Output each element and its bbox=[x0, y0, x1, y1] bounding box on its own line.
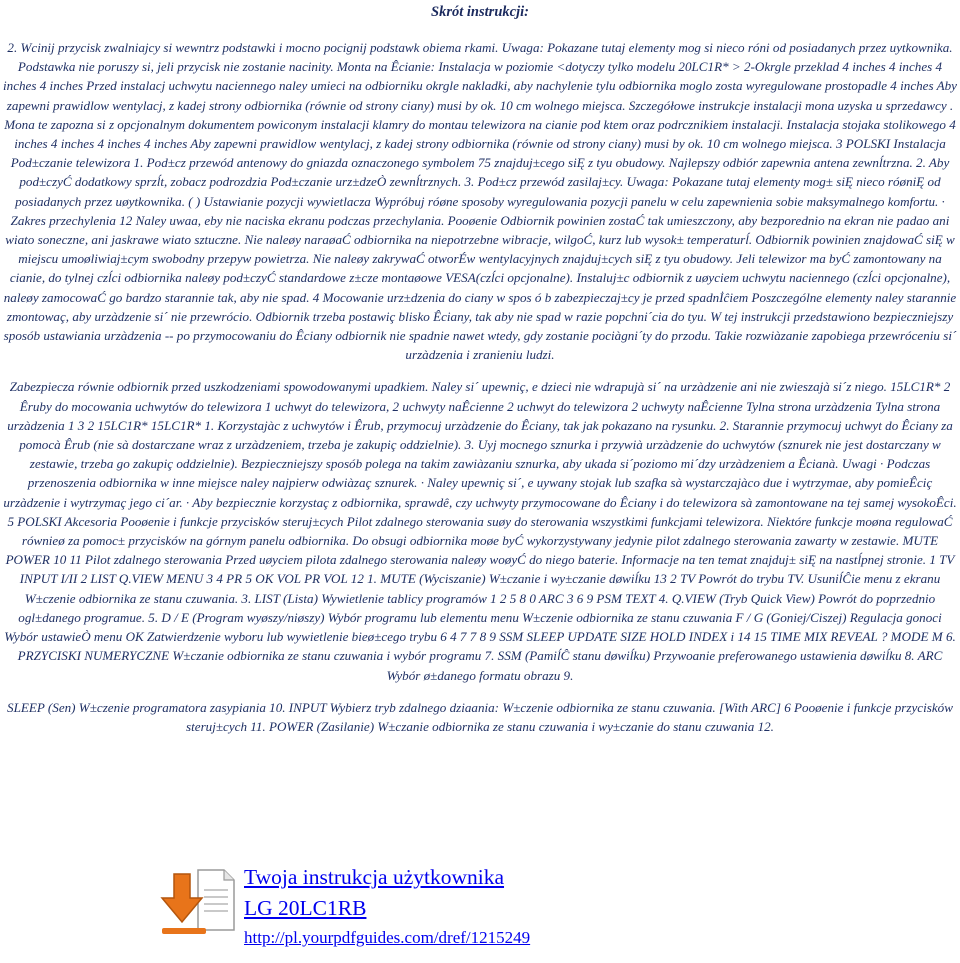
paragraph-2: Zabezpiecza równie odbiornik przed uszkodzeniami spowodowanymi upadkiem. Naley si´ upewniç, e dzieci nie wdrapujà si´ na urzàdzenie ani nie zwieszajà si´z niego. 15LC1R* 2 Êruby do mocowania uchwytów do telewizora 1 uchwyt do telewizora, 2 uchwyty naÊcienne 2 uchwyt do telewizora 2 uchwyty naÊcienne Tylna strona urzàdzenia Tylna strona urzàdzenia 1 3 2 15LC1R* 15LC1R* 1. Korzystajàc z uchwytów i Êrub, przymocuj urzàdzenie do Êciany, tak jak pokazano na rysunku. 2. Starannie przymocuj uchwyt do Êciany za pomocà Êrub (nie sà dostarczane wraz z urzàdzeniem, trzeba je zakupiç oddzielnie). 3. Uyj mocnego sznurka i przywià urzàdzenie do uchwytów (sznurek nie jest dostarczany w zestawie, trzeba go zakupiç oddzielnie). Bezpieczniejszy sposób polega na takim zawiàzaniu sznurka, aby ukada si´poziomo mi´dzy urzàdzeniem a Êcianà. Uwagi · Podczas przenoszenia odbiornika w inne miejsce naley najpierw odwiàzaç sznurek. · Naley upewniç si´, e uywany stojak lub szafka sà wystarczajàco due i wytrzymae, aby pomieÊciç urzàdzenie i wytrzymaç jego ci´ar. · Aby bezpiecznie korzystaç z odbiornika, sprawdê, czy uchwyty przymocowane do Êciany i do telewizora sà zamontowane na tej samej wysokoÊci. 5 POLSKI Akcesoria Pooøenie i funkcje przycisków steruj±cych Pilot zdalnego sterowania suøy do sterowania wszystkimi funkcjami telewizora. Niektóre funkcje moøna regulowaĆ równieø za pomoc± przycisków na górnym panelu odbiornika. Do obsugi odbiornika moøe byĆ wykorzystywany jedynie pilot zdalnego sterowania zawarty w zestawie. MUTE POWER 10 11 Pilot zdalnego sterowania Przed uøyciem pilota zdalnego sterowania naleøy woøyĆ do niego baterie. Informacje na ten temat znajduj± siĘ na nastĺpnej stronie. 1 TV INPUT I/II 2 LIST Q.VIEW MENU 3 4 PR 5 OK VOL PR VOL 12 1. MUTE (Wyciszanie) W±czanie i wy±czanie døwiĺku 13 2 TV Powrót do trybu TV. UsuniĺĈie menu z ekranu W±czenie odbiornika ze stanu czuwania. 3. LIST (Lista) Wywietlenie tablicy programów 1 2 5 8 0 ARC 3 6 9 PSM TEXT 4. Q.VIEW (Tryb Quick View) Powrót do poprzednio ogl±danego programue. 5. D / E (Program wyøszy/niøszy) Wybór programu lub elementu menu W±czenie odbiornika ze stanu czuwania F / G (Goniej/Ciszej) Regulacja gonoci Wybór ustawieÒ menu OK Zatwierdzenie wyboru lub wywietlenie bieø±cego trybu 6 4 7 7 8 9 SSM SLEEP UPDATE SIZE HOLD INDEX i 14 15 TIME MIX REVEAL ? MODE M 6. PRZYCISKI NUMERYCZNE W±czanie odbiornika ze stanu czuwania i wybór programu 7. SSM (PamiĺĈ stanu døwiĺku) Przywoanie preferowanego ustawienia døwiĺku 8. ARC Wybór ø±danego formatu obrazu 9. bbox=[3, 379, 957, 683]
paragraph-3: SLEEP (Sen) W±czenie programatora zasypiania 10. INPUT Wybierz tryb zdalnego dziaania: W±czenie odbiornika ze stanu czuwania. [With ARC] 6 Pooøenie i funkcje przycisków steruj±cych 11. POWER (Zasilanie) W±czanie odbiornika ze stanu czuwania i wy±czanie do stanu czuwania 12. bbox=[7, 699, 953, 734]
pdf-file-icon bbox=[160, 864, 240, 944]
manual-link[interactable]: Twoja instrukcja użytkownika bbox=[244, 865, 505, 889]
page-title: Skrót instrukcji: bbox=[431, 4, 529, 20]
model-link[interactable]: LG 20LC1RB bbox=[244, 896, 367, 920]
paragraph-1: 2. Wcinij przycisk zwalniajcy si wewntrz podstawki i mocno pocignij podstawk obiema rkami. Uwaga: Pokazane tutaj elementy mog si nieco róni od posiadanych przez uytkownika. Podstawka nie poruszy si, jeli przycisk nie zostanie nacinity. Monta na Êcianie: Instalacja w poziomie <dotyczy tylko modelu 20LC1R* > 2-Okrgle przeklad 4 inches 4 inches 4 inches 4 inches Przed instalacj uchwytu naciennego naley umieci na odbiorniku okrgle nakladki, aby nachylenie tylu odbiornika moglo zosta wyregulowane prostopadle 4 inches Aby zapewni prawidlow wentylacj, z kadej strony odbiornika (równie od strony ciany) musi by ok. 10 cm wolnego miejsca. Szczegółowe instrukcje instalacji mona uzyska u sprzedawcy . Mona te zapozna si z opcjonalnym dokumentem powiconym instalacji klamry do montau telewizora na cianie pod ktem oraz podrcznikiem instalacji. Instalacja stojaka stolikowego 4 inches 4 inches 4 inches 4 inches Aby zapewni prawidlow wentylacj, z kadej strony odbiornika (równie od strony ciany) musi by ok. 10 cm wolnego miejsca. 3 POLSKI Instalacja Pod±czanie telewizora 1. Pod±cz przewód antenowy do gniazda oznaczonego symbolem 75 znajduj±cego siĘ z tyu obudowy. Najlepszy odbiór zapewnia antena zewnĺtrzna. 2. Aby pod±czyĆ dodatkowy sprzĺt, zobacz podrozdzia Pod±czanie urz±dzeÒ zewnĺtrznych. 3. Pod±cz przewód zasilaj±cy. Uwaga: Pokazane tutaj elementy mog± siĘ nieco róøniĘ od posiadanych przez uøytkownika. ( ) Ustawianie pozycji wywietlacza Wypróbuj róøne sposoby wyregulowania pozycji panelu w celu zapewnienia sobie maksymalnego komfortu. · Zakres przechylenia 12 Naley uwaa, eby nie naciska ekranu podczas przechylania. Pooøenie Odbiornik powinien zostaĆ tak umieszczony, aby bezporednio na ekran nie padao ani wiato soneczne, ani jaskrawe wiato sztuczne. Nie naleøy naraøaĆ odbiornika na niepotrzebne wibracje, wilgoĆ, kurz lub wysok± temperaturĺ. Odbiornik powinien znajdowaĆ siĘ w miejscu umoøliwiaj±cym swobodny przepyw powietrza. Nie naleøy zakrywaĆ otworÉw wentylacyjnych znajduj±cych siĘ z tyu obudowy. Jeli telewizor ma byĆ zamontowany na cianie, do tylnej czĺci odbiornika naleøy pod±czyĆ standardowe z±cze montaøowe VESA(czĺci opcjonalne). Instaluj±c odbiornik z uøyciem uchwytu naciennego (czĺci opcjonalne), naleøy zamocowaĆ go bardzo starannie tak, aby nie spad. 4 Mocowanie urz±dzenia do ciany w spos ó b zabezpieczaj±cy je przed spadnİĉiem Poszczególne elementy naley starannie zmontowaç, aby urzàdzenie si´ nie przewrócio. Odbiornik trzeba postawiç blisko Êciany, tak aby nie spad w razie popchni´cia do tyu. W tej instrukcji przedstawiono bezpieczniejszy sposób ustawiania urzàdzenia -- po przymocowaniu do Êciany odbiornik nie spadnie nawet wtedy, gdy zostanie pociàgni´ty do przodu. Takie rozwiàzanie zapobiega przewróceniu si´ urzàdzenia i zranieniu ludzi. bbox=[3, 40, 957, 363]
document-body bbox=[3, 38, 957, 736]
url-link[interactable]: http://pl.yourpdfguides.com/dref/1215249 bbox=[244, 928, 531, 947]
download-links bbox=[244, 862, 530, 950]
download-footer bbox=[160, 862, 860, 962]
